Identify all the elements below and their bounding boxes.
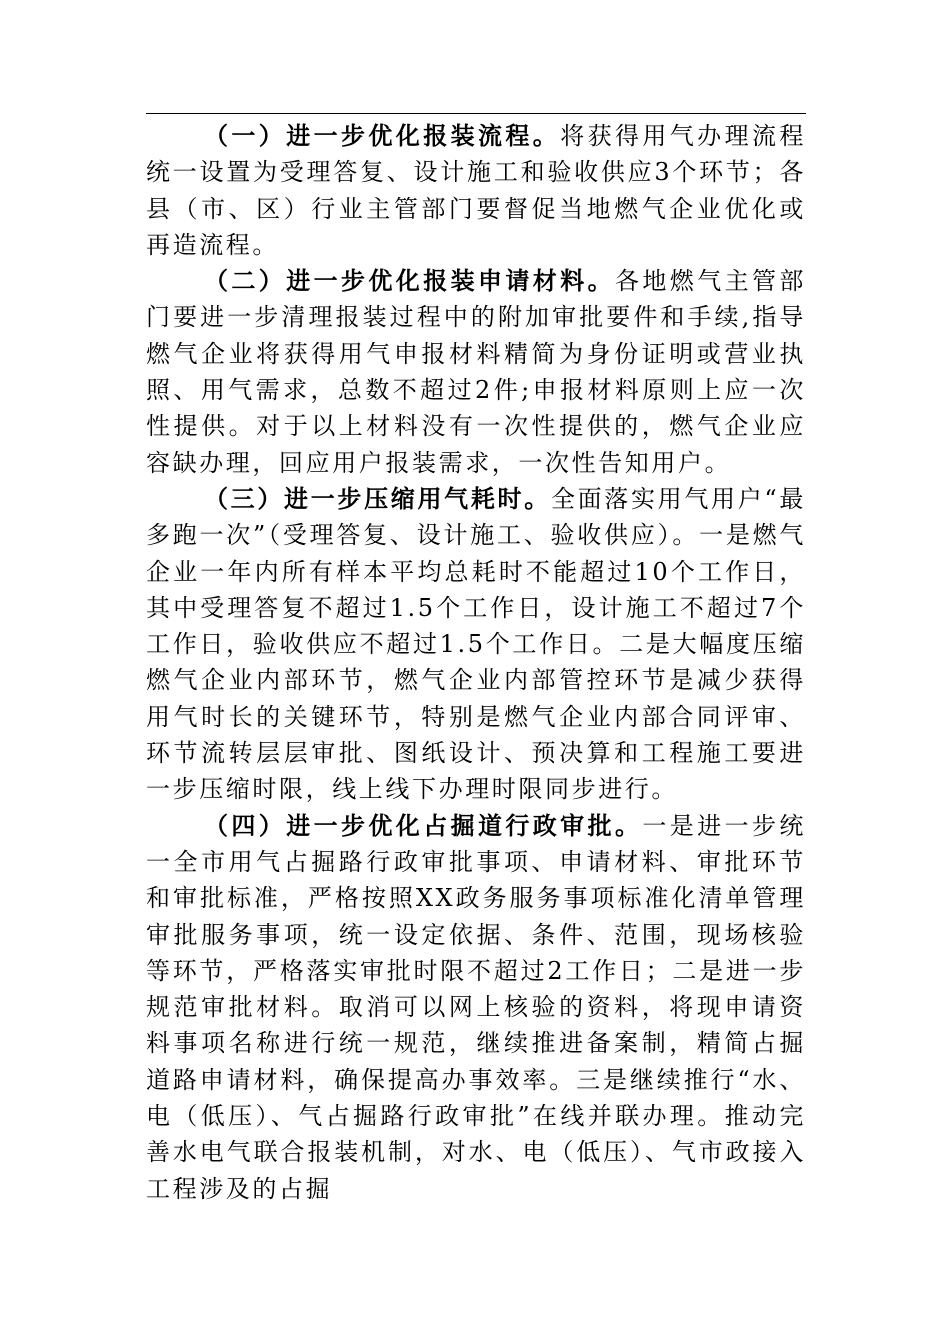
paragraph-1-body: 将获得用气办理流程统一设置为受理答复、设计施工和验收供应3个环节；各县（市、区）行业主管部门要督促当地燃气企业优化或再造流程。 [146, 122, 806, 259]
paragraph-2 [146, 263, 806, 481]
paragraph-3 [146, 481, 806, 808]
paragraph-4-heading: （四）进一步优化占掘道行政审批。 [204, 811, 643, 840]
paragraph-4 [146, 808, 806, 1207]
paragraph-3-heading: （三）进一步压缩用气耗时。 [204, 484, 551, 513]
paragraph-1-heading: （一）进一步优化报装流程。 [204, 122, 561, 150]
paragraph-1 [146, 118, 806, 263]
paragraph-2-body: 各地燃气主管部门要进一步清理报装过程中的附加审批要件和手续,指导燃气企业将获得用气申报材料精简为身份证明或营业执照、用气需求，总数不超过2件;申报材料原则上应一次性提供。对于以上材料没有一次性提供的，燃气企业应容缺办理，回应用户报装需求，一次性告知用户。 [146, 267, 806, 477]
header-rule [146, 113, 806, 114]
paragraph-4-body: 一是进一步统一全市用气占掘路行政审批事项、申请材料、审批环节和审批标准，严格按照XX政务服务事项标准化清单管理审批服务事项，统一设定依据、条件、范围，现场核验等环节，严格落实审批时限不超过2工作日；二是进一步规范审批材料。取消可以网上核验的资料，将现申请资料事项名称进行统一规范，继续推进备案制，精简占掘道路申请材料，确保提高办事效率。三是继续推行“水、电（低压）、气占掘路行政审批”在线并联办理。推动完善水电气联合报装机制，对水、电（低压）、气市政接入工程涉及的占掘 [146, 811, 806, 1203]
paragraph-2-heading: （二）进一步优化报装申请材料。 [204, 267, 615, 296]
document-body [146, 118, 806, 1207]
paragraph-3-body: 全面落实用气用户“最多跑一次”（受理答复、设计施工、验收供应）。一是燃气企业一年内所有样本平均总耗时不能超过10个工作日，其中受理答复不超过1.5个工作日，设计施工不超过7个工作日，验收供应不超过1.5个工作日。二是大幅度压缩燃气企业内部环节，燃气企业内部管控环节是减少获得用气时长的关键环节，特别是燃气企业内部合同评审、环节流转层层审批、图纸设计、预决算和工程施工要进一步压缩时限，线上线下办理时限同步进行。 [146, 484, 806, 804]
